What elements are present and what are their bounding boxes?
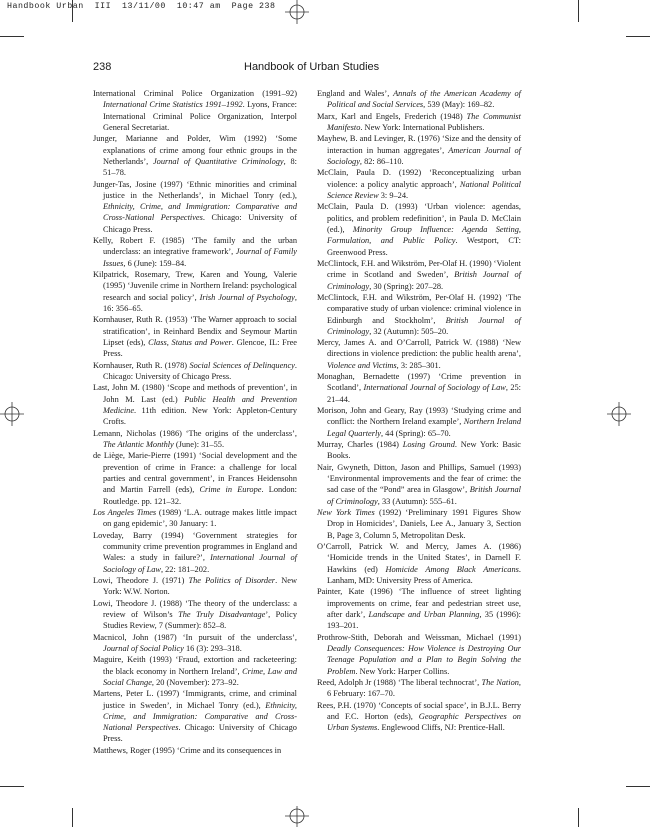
- reference-text: . Glencoe, IL: Free Press.: [103, 338, 298, 359]
- reference-entry: [93, 654, 297, 688]
- reference-title: Losing Ground: [402, 440, 455, 450]
- reference-entry: [93, 688, 297, 744]
- reference-entry: [317, 167, 521, 201]
- reference-text: Macnicol, John (1987) ‘In pursuit of the underclass’,: [93, 632, 297, 642]
- reference-text: , 32 (Autumn): 505–20.: [369, 326, 449, 336]
- registration-mark-top: [285, 0, 309, 24]
- reference-text: , 33 (Autumn): 555–61.: [377, 496, 457, 506]
- reference-title: New York Times: [317, 508, 375, 518]
- reference-text: , 25: 21–44.: [327, 383, 521, 404]
- reference-title: International Crime Statistics 1991–1992: [103, 100, 243, 110]
- reference-title: Annals of the American Academy of Political and Social Services: [327, 89, 521, 110]
- reference-text: Murray, Charles (1984): [317, 440, 403, 450]
- reference-entry: [93, 745, 297, 756]
- reference-text: Marx, Karl and Engels, Frederich (1948): [317, 111, 467, 121]
- reference-title: Deadly Consequences: How Violence is Destroying Our Teenage Population and a Plan to Begin Solving the Problem: [327, 643, 521, 676]
- crop-mark: [578, 0, 579, 22]
- reference-text: , 30 (Spring): 207–28.: [369, 281, 444, 291]
- reference-title: National Political Science Review: [327, 179, 521, 200]
- reference-entry: [317, 439, 521, 462]
- reference-title: Ethnicity, Crime, and Immigration: Comparative and Cross-National Perspectives: [103, 700, 297, 733]
- reference-title: The Nation: [481, 677, 519, 687]
- crop-mark: [72, 808, 73, 827]
- reference-text: Junger, Marianne and Polder, Wim (1992) ‘Some explanations of crime among four ethnic groups in the Netherlands’,: [93, 134, 297, 166]
- reference-entry: [93, 314, 297, 359]
- reference-title: Crime in Europe: [199, 485, 262, 495]
- reference-text: . New York: International Publishers.: [360, 122, 485, 132]
- reference-text: , 6 February: 167–70.: [327, 677, 522, 699]
- reference-text: Lowi, Theodore J. (1988) ‘The theory of the underclass: a review of Wilson’s: [93, 598, 297, 619]
- reference-title: The Communist Manifesto: [327, 111, 521, 132]
- crop-mark: [72, 0, 73, 22]
- reference-title: Geographic Perspectives on Urban Systems: [327, 711, 521, 733]
- crop-mark: [626, 36, 650, 37]
- reference-entry: [317, 700, 521, 734]
- crop-mark: [0, 36, 24, 37]
- reference-entry: [93, 598, 297, 632]
- reference-entry: [317, 88, 521, 111]
- reference-text: McClintock, F.H. and Wikström, Per-Olaf H. (1992) ‘The comparative study of urban violence: criminal violence in Edinburgh and Stockholm’,: [317, 292, 521, 325]
- reference-text: Martens, Peter L. (1997) ‘Immigrants, crime, and criminal justice in Sweden’, in Michael Tonry (ed.),: [93, 689, 297, 710]
- reference-entry: [317, 258, 521, 292]
- reference-text: Kelly, Robert F. (1985) ‘The family and the urban underclass: an integrative framework’,: [93, 236, 297, 257]
- reference-entry: [317, 541, 521, 586]
- reference-entry: [93, 507, 297, 530]
- reference-entry: [317, 371, 521, 405]
- reference-text: , 8: 51–78.: [103, 156, 297, 178]
- reference-text: Reed, Adolph Jr (1988) ‘The liberal technocrat’,: [317, 677, 482, 687]
- reference-title: Los Angeles Times: [93, 507, 157, 517]
- reference-title: International Journal of Sociology of Law: [103, 553, 298, 574]
- reference-entry: [93, 530, 297, 575]
- print-slug: Handbook Urban III 13/11/00 10:47 am Page 238: [7, 2, 276, 11]
- reference-entry: [317, 292, 521, 337]
- reference-text: Nair, Gwyneth, Ditton, Jason and Phillips, Samuel (1993) ‘Environmental improvements and the fear of crime: the sad case of the “Pond” area in Glasgow’,: [317, 462, 521, 495]
- reference-text: Last, John M. (1980) ‘Scope and methods of prevention’, in John M. Last (ed.): [93, 383, 297, 404]
- reference-text: Kornhauser, Ruth R. (1978): [93, 360, 190, 370]
- reference-text: . Westport, CT: Greenwood Press.: [327, 236, 521, 257]
- reference-text: , 82: 86–110.: [359, 156, 404, 166]
- reference-text: . Chicago: University of Chicago Press.: [103, 360, 297, 381]
- reference-title: International Journal of Sociology of Law: [363, 383, 506, 393]
- reference-title: The Truly Disadvantage: [178, 609, 266, 619]
- reference-title: Crime, Law and Social Change: [103, 666, 297, 687]
- reference-title: Public Health and Prevention Medicine: [103, 394, 298, 415]
- reference-title: American Journal of Sociology: [327, 145, 521, 166]
- reference-entry: [93, 133, 297, 178]
- crop-mark: [0, 786, 24, 787]
- reference-text: Kornhauser, Ruth R. (1953) ‘The Warner approach to social stratification’, in Reinhard Bendix and Seymour Martin Lipset (eds),: [93, 315, 297, 347]
- reference-text: Loveday, Barry (1994) ‘Government strategies for community crime prevention programmes in England and Wales: a study in failure?’,: [93, 530, 297, 563]
- reference-text: (1992) ‘Preliminary 1991 Figures Show Drop in Homicides’, Daniels, Lee A., January 3, Section B, Page 3, Column 5, Metropolitan Desk.: [327, 508, 521, 540]
- reference-text: International Criminal Police Organization (1991–92): [93, 89, 297, 98]
- reference-title: Violence and Victims: [327, 360, 397, 370]
- reference-text: , 539 (May): 169–82.: [423, 100, 495, 110]
- reference-text: ’, Policy Studies Review, 7 (Summer): 852–8.: [103, 609, 297, 631]
- reference-title: Minority Group Influence: Agenda Setting, Formulation, and Public Policy: [327, 224, 521, 246]
- reference-title: Ethnicity, Crime, and Immigration: Comparative and Cross-National Perspectives: [103, 202, 297, 223]
- reference-entry: [317, 586, 521, 631]
- registration-mark-bottom: [285, 806, 309, 827]
- reference-column-right: [317, 88, 521, 734]
- reference-title: British Journal of Criminology: [327, 270, 521, 291]
- reference-title: The Politics of Disorder: [188, 575, 276, 585]
- reference-entry: [93, 360, 297, 383]
- reference-title: British Journal of Criminology: [327, 485, 522, 506]
- reference-title: Social Sciences of Delinquency: [189, 360, 295, 370]
- crop-mark: [626, 786, 650, 787]
- reference-column-left: [93, 88, 297, 756]
- reference-entry: [93, 382, 297, 427]
- reference-text: . 11th edition. New York: Appleton-Century Crofts.: [103, 405, 297, 427]
- reference-text: . Chicago: University of Chicago Press.: [103, 213, 297, 234]
- reference-entry: [93, 575, 297, 598]
- reference-title: Irish Journal of Psychology: [199, 292, 295, 302]
- reference-entry: [93, 428, 297, 451]
- reference-text: (June): 31–55.: [173, 439, 225, 449]
- page-number: 238: [93, 61, 112, 73]
- reference-title: Journal of Social Policy: [103, 643, 184, 653]
- reference-text: Rees, P.H. (1970) ‘Concepts of social space’, in B.J.L. Berry and F.C. Horton (eds),: [317, 700, 521, 721]
- reference-text: . Lanham, MD: University Press of America.: [327, 564, 521, 585]
- reference-text: Mercy, James A. and O’Carroll, Patrick W. (1988) ‘New directions in violence prediction: the public health arena’,: [317, 338, 521, 359]
- registration-mark-right: [607, 402, 631, 426]
- reference-text: . Englewood Cliffs, NJ: Prentice-Hall.: [377, 723, 505, 733]
- reference-entry: [93, 88, 297, 133]
- reference-text: , 16: 356–65.: [103, 292, 297, 314]
- reference-text: Monaghan, Bernadette (1997) ‘Crime prevention in Scotland’,: [317, 372, 521, 393]
- reference-title: Homicide Among Black Americans: [385, 564, 519, 574]
- reference-text: Matthews, Roger (1995) ‘Crime and its consequences in: [93, 745, 282, 755]
- reference-text: O’Carroll, Patrick W. and Mercy, James A. (1986) ‘Homicide trends in the United States’, in Darnell F. Hawkins (ed): [317, 542, 521, 574]
- reference-text: , 6 (June): 159–84.: [123, 258, 187, 268]
- reference-entry: [317, 462, 521, 507]
- reference-text: , 3: 285–301.: [396, 360, 441, 370]
- reference-text: Lowi, Theodore J. (1971): [93, 575, 189, 585]
- reference-text: McClintock, F.H. and Wikström, Per-Olaf H. (1990) ‘Violent crime in Scotland and Sweden’,: [317, 258, 521, 280]
- reference-entry: [317, 133, 521, 167]
- registration-mark-left: [0, 402, 24, 426]
- crop-mark: [578, 808, 579, 827]
- reference-entry: [317, 677, 521, 700]
- reference-title: British Journal of Criminology: [327, 315, 521, 336]
- reference-text: (1989) ‘L.A. outrage makes little impact on gang epidemic’, 30 January: 1.: [103, 507, 297, 529]
- reference-entry: [93, 235, 297, 269]
- reference-text: Lemann, Nicholas (1986) ‘The origins of the underclass’,: [93, 428, 297, 438]
- reference-entry: [317, 337, 521, 371]
- reference-text: . New York: Harper Collins.: [355, 666, 450, 676]
- reference-entry: [317, 632, 521, 677]
- reference-text: Maguire, Keith (1993) ‘Fraud, extortion and racketeering: the black economy in Northern Ireland’,: [93, 655, 297, 676]
- reference-title: Journal of Quantitative Criminology: [152, 156, 284, 166]
- reference-text: Kilpatrick, Rosemary, Trew, Karen and Young, Valerie (1995) ‘Juvenile crime in Northern Ireland: psychological research and social policy’,: [93, 270, 297, 302]
- reference-text: , 20 (November): 273–92.: [151, 677, 239, 687]
- reference-entry: [93, 179, 297, 235]
- reference-text: de Liège, Marie-Pierre (1991) ‘Social development and the prevention of crime in France: a challenge for local parties and central government’, in Frances Heidensohn and Martin Farrell (eds),: [93, 451, 297, 495]
- running-head: Handbook of Urban Studies: [244, 61, 380, 73]
- reference-entry: [93, 269, 297, 314]
- reference-entry: [317, 405, 521, 439]
- reference-text: 3: 9–24.: [378, 190, 409, 200]
- reference-text: . New York: Basic Books.: [327, 440, 521, 461]
- reference-text: McClain, Paula D. (1993) ‘Urban violence: agendas, politics, and problem redefinition’, in Paula D. McClain (ed.),: [317, 202, 521, 234]
- reference-text: , 35 (1996): 193–201.: [327, 609, 521, 631]
- reference-text: Mayhew, B. and Levinger, R. (1976) ‘Size and the density of interaction in human aggregates’,: [317, 134, 521, 155]
- reference-text: Junger-Tas, Josine (1997) ‘Ethnic minorities and criminal justice in the Netherlands’, in Michael Tonry (ed.),: [93, 179, 297, 200]
- reference-text: , 44 (Spring): 65–70.: [381, 428, 451, 438]
- reference-title: Class, Status and Power: [148, 338, 232, 347]
- reference-text: , 22: 181–202.: [160, 564, 210, 574]
- reference-title: Journal of Family Issues: [103, 247, 297, 268]
- reference-text: Painter, Kate (1996) ‘The influence of street lighting improvements on crime, fear and pedestrian street use, after dark’,: [317, 587, 521, 619]
- reference-text: . New York: W.W. Norton.: [103, 575, 297, 597]
- reference-entry: [317, 507, 521, 541]
- reference-title: Landscape and Urban Planning: [368, 609, 480, 619]
- reference-text: England and Wales’,: [317, 89, 394, 98]
- reference-title: The Atlantic Monthly: [103, 439, 174, 449]
- reference-text: Morison, John and Geary, Ray (1993) ‘Studying crime and conflict: the Northern Ireland example’,: [317, 406, 521, 427]
- reference-text: . London: Routledge. pp. 121–32.: [103, 485, 297, 506]
- reference-text: . Chicago: University of Chicago Press.: [103, 723, 297, 744]
- reference-text: 16 (3): 293–318.: [183, 643, 242, 653]
- reference-entry: [317, 201, 521, 257]
- reference-text: McClain, Paula D. (1992) ‘Reconceptualizing urban violence: a policy analytic approach’,: [317, 168, 521, 189]
- reference-title: Northern Ireland Legal Quarterly: [327, 417, 522, 438]
- reference-entry: [93, 632, 297, 655]
- reference-entry: [93, 450, 297, 506]
- reference-entry: [317, 111, 521, 134]
- reference-text: . Lyons, France: International Criminal Police Organization, Interpol General Secretariat.: [103, 100, 297, 132]
- reference-text: Prothrow-Stith, Deborah and Weissman, Michael (1991): [317, 632, 521, 642]
